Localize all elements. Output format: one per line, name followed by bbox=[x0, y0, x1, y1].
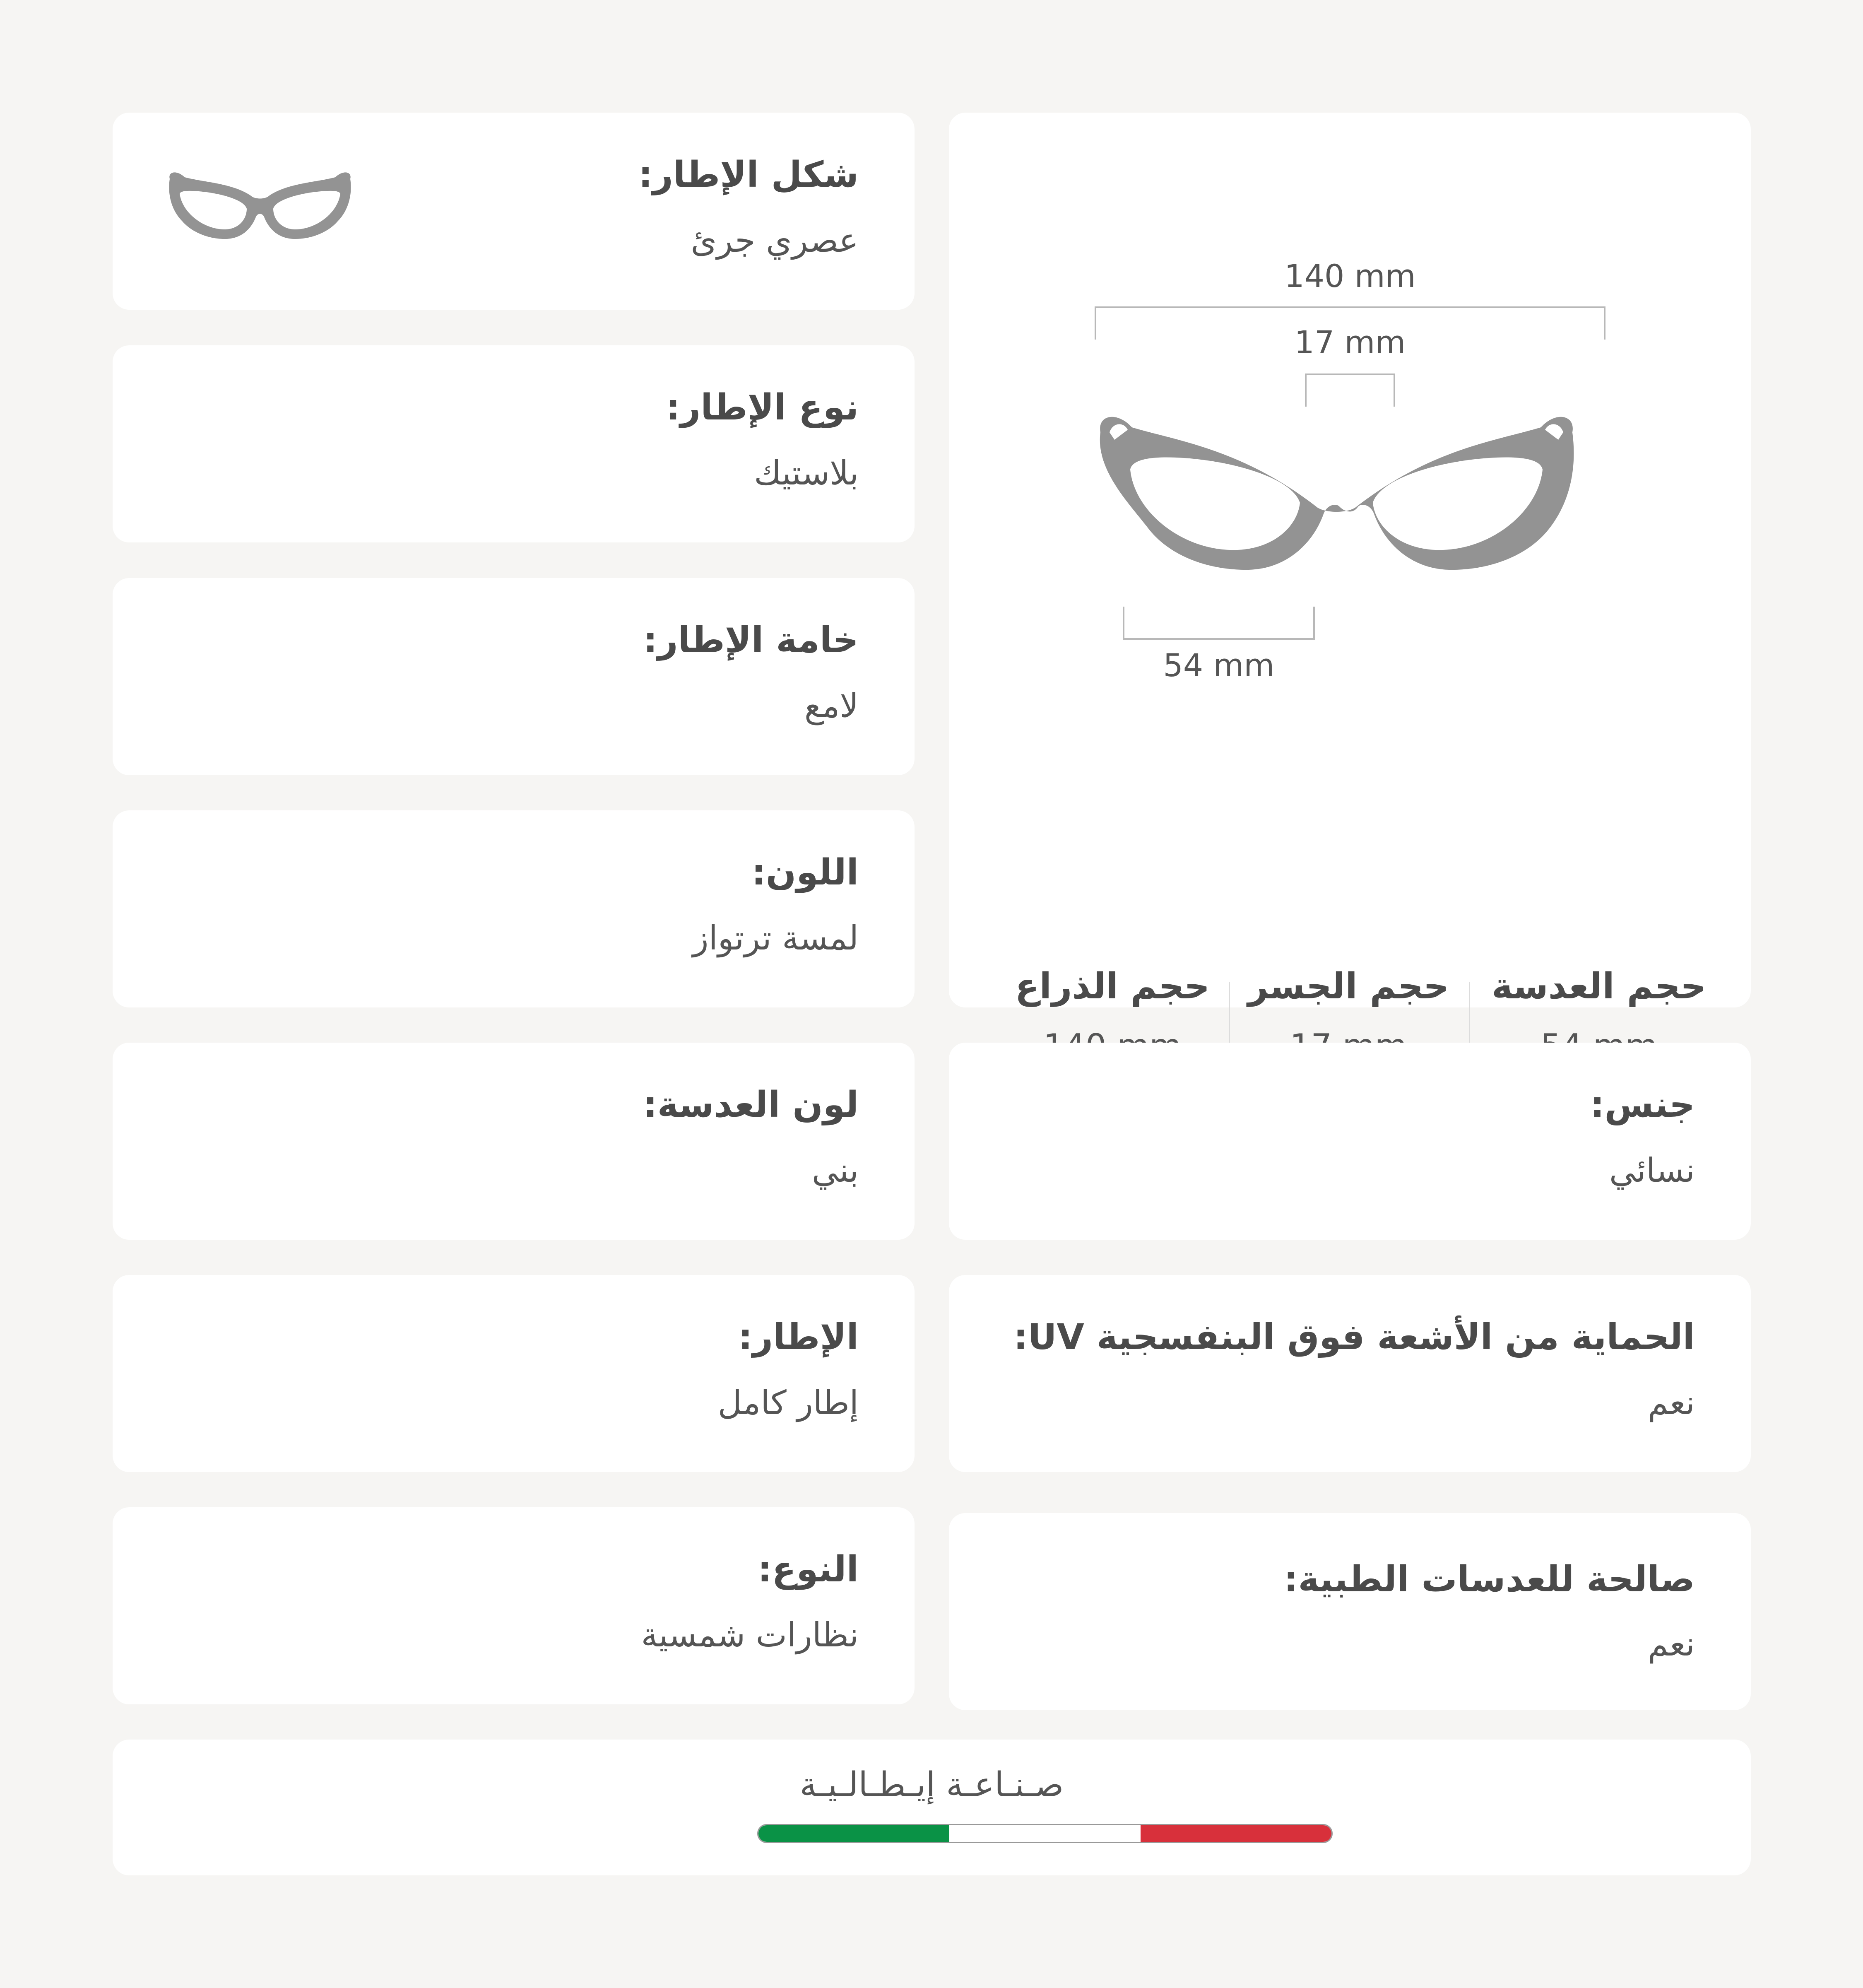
spec-label: اللون: bbox=[751, 852, 859, 893]
spec-label: الحماية من الأشعة فوق البنفسجية UV: bbox=[1013, 1316, 1695, 1358]
lens-size-title: حجم العدسة bbox=[1491, 966, 1707, 1007]
made-in-italy-text: صـنـاعـة إيـطـالـيـة bbox=[799, 1765, 1064, 1805]
lens-bracket bbox=[1124, 607, 1314, 639]
spec-card-color bbox=[113, 810, 915, 1007]
bridge-size-title: حجم الجسر bbox=[1247, 966, 1449, 1007]
spec-card-product-type bbox=[113, 1507, 915, 1704]
cat-eye-glasses-front-icon bbox=[1100, 417, 1574, 570]
temple-size-title: حجم الذراع bbox=[1015, 966, 1210, 1007]
spec-card-frame-shape bbox=[113, 113, 915, 310]
spec-value: نعم bbox=[1647, 1625, 1695, 1663]
spec-value: نظارات شمسية bbox=[641, 1616, 859, 1654]
spec-card-frame-type bbox=[113, 345, 915, 542]
flag-white-stripe bbox=[949, 1825, 1140, 1842]
spec-card-gender bbox=[949, 1043, 1751, 1240]
spec-value: نعم bbox=[1647, 1383, 1695, 1422]
dimensions-diagram bbox=[949, 113, 1751, 899]
spec-label: لون العدسة: bbox=[643, 1084, 859, 1125]
spec-label: صالحة للعدسات الطبية: bbox=[1284, 1559, 1695, 1600]
dimensions-card bbox=[949, 113, 1751, 1007]
flag-green-stripe bbox=[758, 1825, 949, 1842]
made-in-italy-card bbox=[113, 1740, 1751, 1875]
spec-card-rim bbox=[113, 1275, 915, 1472]
spec-label: شكل الإطار: bbox=[638, 154, 859, 195]
spec-value: لامع bbox=[804, 687, 859, 725]
spec-label: جنس: bbox=[1590, 1084, 1695, 1125]
spec-label: الإطار: bbox=[738, 1316, 859, 1358]
bridge-bracket bbox=[1306, 374, 1394, 407]
spec-value: نسائي bbox=[1609, 1151, 1695, 1190]
spec-value: لمسة ترتواز bbox=[692, 919, 859, 957]
spec-label: نوع الإطار: bbox=[666, 387, 859, 428]
bridge-width-label: 17 mm bbox=[1294, 324, 1406, 361]
spec-card-rx-ready bbox=[949, 1513, 1751, 1710]
flag-red-stripe bbox=[1141, 1825, 1331, 1842]
spec-value: عصري جرئ bbox=[691, 221, 859, 260]
column-divider bbox=[1469, 982, 1470, 1053]
column-divider bbox=[1229, 982, 1230, 1053]
spec-card-frame-material bbox=[113, 578, 915, 775]
spec-card-lens-color bbox=[113, 1043, 915, 1240]
spec-value: بلاستيك bbox=[754, 454, 859, 492]
spec-label: خامة الإطار: bbox=[643, 619, 859, 661]
spec-value: إطار كامل bbox=[717, 1383, 859, 1422]
spec-label: النوع: bbox=[758, 1549, 859, 1590]
lens-width-label: 54 mm bbox=[1163, 647, 1275, 684]
spec-card-uv-protection bbox=[949, 1275, 1751, 1472]
total-width-label: 140 mm bbox=[1284, 258, 1416, 294]
italian-flag-bar bbox=[757, 1824, 1333, 1843]
spec-value: بني bbox=[811, 1151, 859, 1190]
cat-eye-glasses-icon bbox=[166, 166, 354, 249]
